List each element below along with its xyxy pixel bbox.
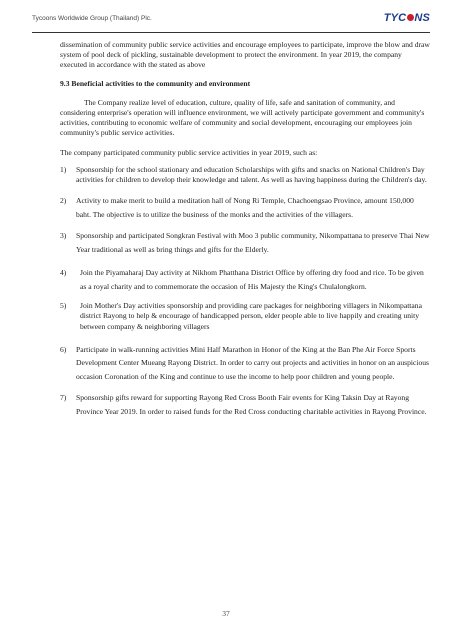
activities-list: [60, 165, 430, 419]
list-intro: The company participated community public service activities in year 2019, such as:: [60, 147, 318, 157]
item-number: 5): [60, 301, 67, 311]
page-number: 37: [222, 609, 230, 618]
continuation-paragraph: dissemination of community public service activities and encourage employees to participate, improve the blow and draw system of pool deck of pickling, sustainable development to protect the environment. In year 2019, the company executed in accordance with the stated as above: [60, 40, 430, 70]
logo-prefix: TYC: [383, 12, 407, 24]
list-item: [60, 391, 430, 418]
list-item: [60, 165, 430, 185]
document-body: [60, 40, 430, 418]
item-number: 2): [60, 196, 67, 206]
list-item: [60, 343, 430, 384]
item-text: Sponsorship gifts reward for supporting Rayong Red Cross Booth Fair events for King Taksin Day at Rayong Province Year 2019. In order to raised funds for the Red Cross conducting charitable activities in Rayong Province.: [76, 393, 427, 416]
logo-circle-icon: [407, 14, 414, 21]
section-paragraph: The Company realize level of education, culture, quality of life, safe and sanitation of community, and considering enterprise's operation will influence environment, we will actively participate government and community's activities, contributing to economic welfare of community and social development, encouraging our employees join community's public service activities.: [60, 97, 425, 138]
list-item: [60, 194, 430, 221]
item-number: 1): [60, 164, 67, 174]
item-number: 3): [60, 231, 67, 241]
company-logo: [384, 12, 430, 24]
item-text: Activity to make merit to build a meditation hall of Nong Ri Temple, Chachoengsao Province, amount 150,000 baht. The objective is to utilize the business of the monks and the activities of the villagers.: [76, 196, 414, 219]
item-text: Sponsorship and participated Songkran Festival with Moo 3 public community, Nikompattana to preserve Thai New Year traditional as well as bring things and gifts for the Elderly.: [76, 231, 430, 254]
list-item: [60, 301, 430, 332]
list-item: [60, 229, 430, 256]
item-text: Join the Piyamaharaj Day activity at Nikhom Phatthana District Office by offering dry food and rice. To be given as a royal charity and to commemorate the occasion of His Majesty the King's Chulalongkorn.: [80, 268, 424, 291]
item-text: Sponsorship for the school stationary and education Scholarships with gifts and snacks on National Children's Day activities for children to develop their knowledge and talent. As well as having happiness during the Children's day.: [76, 164, 427, 185]
list-item: [60, 266, 430, 293]
company-name: Tycoons Worldwide Group (Thailand) Plc.: [32, 15, 152, 22]
page-header: [32, 12, 430, 33]
item-text: Join Mother's Day activities sponsorship and providing care packages for neighboring villagers in Nikompattana district Rayong to help & encourage of handicapped person, elder people able to live happily and creating unity between company & neighboring villagers: [80, 301, 422, 331]
item-number: 4): [60, 268, 67, 278]
item-text: Participate in walk-running activities Mini Half Marathon in Honor of the King at the Ban Phe Air Force Sports Development Center Mueang Rayong District. In order to carry out projects and activities in honor on an auspicious occasion Coronation of the King and continue to use the income to help poor children and young people.: [76, 344, 430, 381]
section-heading: 9.3 Beneficial activities to the community and environment: [60, 78, 251, 88]
logo-suffix: NS: [414, 12, 430, 24]
item-number: 7): [60, 393, 67, 403]
item-number: 6): [60, 344, 67, 354]
